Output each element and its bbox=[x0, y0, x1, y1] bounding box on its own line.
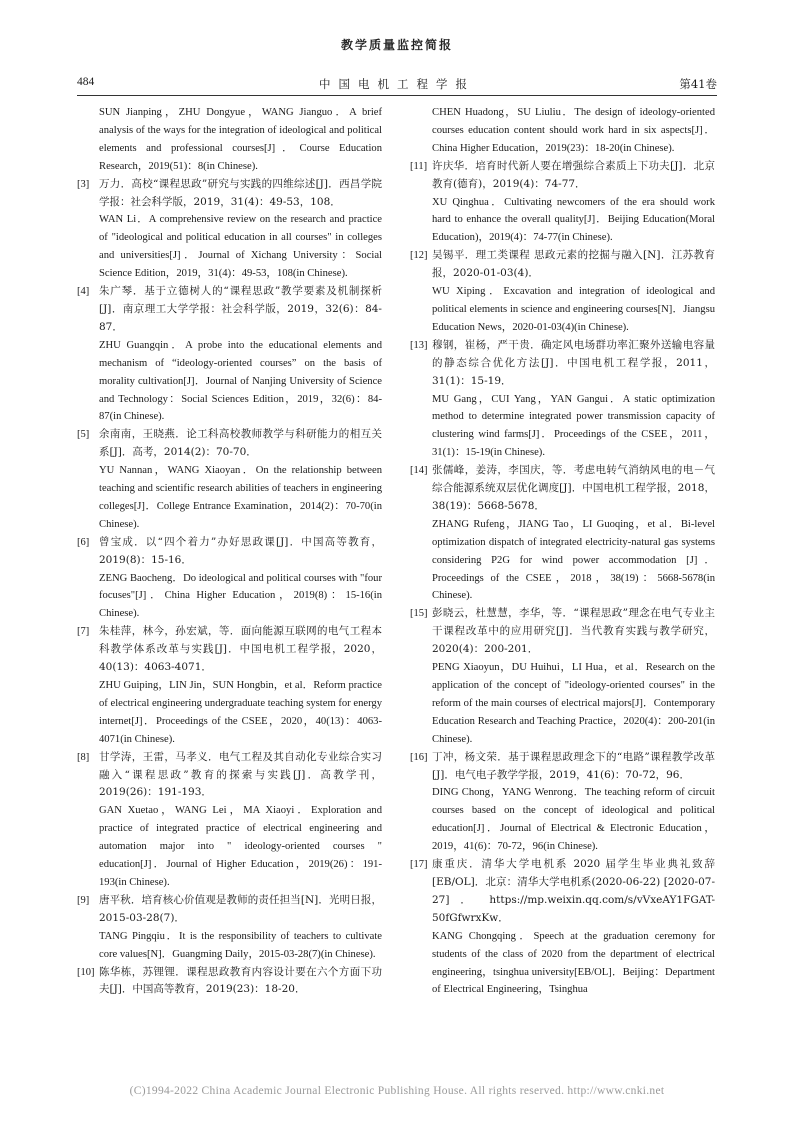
reference-text-english: ZHU Guangqin．A probe into the educational elements and mechanism of “ideology-oriented courses” on the basis of morality cultivation[J]．Journal of Nanjing University of Science and Technology：Social Sciences Edition，2019，32(6)：84-87(in Chinese). bbox=[99, 339, 382, 423]
reference-text-english: WU Xiping．Excavation and integration of ideological and political elements in science and engineering courses[N]．Jiangsu Education News，2020-01-03(4)(in Chinese). bbox=[432, 286, 715, 333]
reference-number: [13] bbox=[410, 339, 428, 351]
reference-entry bbox=[77, 426, 382, 533]
reference-text-chinese: 彭晓云，杜慧慧，李华，等．“课程思政”理念在电气专业主干课程改革中的应用研究[J]．当代教育实践与教学研究，2020(4)：200-201． bbox=[432, 607, 715, 656]
reference-entry bbox=[410, 856, 715, 999]
reference-entry bbox=[77, 104, 382, 176]
reference-text-chinese: 甘学涛，王雷，马孝义．电气工程及其自动化专业综合实习融入“课程思政”教育的探索与实践[J]．高教学刊，2019(26)：191-193． bbox=[99, 750, 382, 799]
reference-text-english: TANG Pingqiu．It is the responsibility of teachers to cultivate core values[N]．Guangming Daily，2015-03-28(7)(in Chinese). bbox=[99, 930, 382, 960]
reference-text-english: YU Nannan，WANG Xiaoyan．On the relationship between teaching and scientific research abilities of teachers in engineering colleges[J]．College Entrance Examination，2014(2)：70-70(in Chinese). bbox=[99, 465, 382, 530]
reference-text-english: CHEN Huadong，SU Liuliu．The design of ideology-oriented courses education content should work hard in six aspects[J]．China Higher Education，2019(23)：18-20(in Chinese). bbox=[432, 107, 715, 154]
reference-text-english: DING Chong，YANG Wenrong．The teaching reform of circuit courses based on the concept of ideological and political education[J]．Journal of Electrical & Electronic Education，2019，41(6)：70-72，96(in Chinese). bbox=[432, 787, 715, 853]
reference-text-english: WAN Li．A comprehensive review on the research and practice of "ideological and political education in all courses" in colleges and universities[J]．Journal of Xichang University：Social Science Edition，2019，31(4)：49-53，108(in Chinese). bbox=[99, 214, 382, 280]
left-reference-column bbox=[77, 104, 382, 999]
page-number: 484 bbox=[77, 76, 95, 88]
reference-number: [6] bbox=[77, 536, 90, 548]
reference-entry bbox=[410, 247, 715, 337]
reference-number: [9] bbox=[77, 894, 90, 906]
reference-number: [5] bbox=[77, 429, 90, 441]
reference-number: [12] bbox=[410, 250, 428, 262]
journal-title: 中国电机工程学报 bbox=[319, 77, 475, 91]
reference-text-chinese: 曾宝成．以“四个着力”办好思政课[J]．中国高等教育，2019(8)：15-16． bbox=[99, 535, 382, 566]
reference-number: [17] bbox=[410, 859, 428, 871]
reference-text-english: SUN Jianping，ZHU Dongyue，WANG Jianguo．A brief analysis of the ways for the integration of ideological and political elements and professional courses[J]．Course Education Research，2019(51)：8(in Chinese). bbox=[99, 107, 382, 172]
right-reference-column bbox=[410, 104, 715, 999]
reference-text-chinese: 张儒峰，姜涛，李国庆，等．考虑电转气消纳风电的电－气综合能源系统双层优化调度[J]．中国电机工程学报，2018，38(19)：5668-5678． bbox=[432, 464, 715, 512]
reference-number: [14] bbox=[410, 465, 428, 477]
reference-number: [15] bbox=[410, 608, 428, 620]
reference-entry bbox=[77, 623, 382, 748]
reference-entry bbox=[410, 337, 715, 462]
reference-number: [11] bbox=[410, 160, 428, 172]
reference-entry bbox=[77, 892, 382, 964]
watermark-label: 教学质量监控简报 bbox=[340, 38, 453, 52]
reference-entry bbox=[77, 283, 382, 426]
reference-entry bbox=[77, 176, 382, 283]
reference-number: [7] bbox=[77, 626, 90, 638]
reference-entry bbox=[410, 749, 715, 856]
reference-text-chinese: 朱桂萍，林今，孙宏斌，等．面向能源互联网的电气工程本科教学体系改革与实践[J]．中国电机工程学报，2020，40(13)：4063-4071． bbox=[99, 625, 382, 674]
reference-text-chinese: 穆钢，崔杨，严干贵．确定风电场群功率汇聚外送输电容量的静态综合优化方法[J]．中国电机工程学报，2011，31(1)：15-19． bbox=[432, 338, 715, 387]
reference-text-chinese: 吴锡平．理工类课程 思政元素的挖掘与融入[N]．江苏教育报，2020-01-03(4)． bbox=[432, 249, 715, 280]
reference-entry bbox=[410, 158, 715, 248]
reference-text-chinese: 朱广琴．基于立德树人的“课程思政”教学要素及机制探析[J]．南京理工大学学报：社会科学版，2019，32(6)：84-87． bbox=[99, 285, 382, 333]
reference-entry bbox=[77, 534, 382, 624]
reference-entry bbox=[410, 605, 715, 748]
reference-number: [3] bbox=[77, 178, 90, 190]
reference-text-english: MU Gang，CUI Yang，YAN Gangui．A static optimization method to determine integrated power transmission capacity of clustering wind farms[J]．Proceedings of the CSEE，2011，31(1)：15-19(in Chinese). bbox=[432, 393, 715, 459]
reference-entry bbox=[77, 749, 382, 892]
reference-text-chinese: 唐平秋．培育核心价值观是教师的责任担当[N]．光明日报，2015-03-28(7)． bbox=[99, 893, 382, 924]
reference-number: [8] bbox=[77, 751, 90, 763]
header-rule bbox=[77, 95, 717, 96]
reference-text-chinese: 陈华栋，苏锂锂．课程思政教育内容设计要在六个方面下功夫[J]．中国高等教育，2019(23)：18-20． bbox=[99, 965, 382, 996]
reference-text-chinese: 余南南，王晓燕．论工科高校教师教学与科研能力的相互关系[J]．高考，2014(2)：70-70． bbox=[99, 428, 382, 459]
reference-text-english: ZHANG Rufeng，JIANG Tao，LI Guoqing，et al．Bi-level optimization dispatch of integrated electricity-natural gas systems considering P2G for wind power accommodation [J]．Proceedings of the CSEE，2018，38(19)：5668-5678(in Chinese). bbox=[432, 518, 715, 602]
reference-number: [4] bbox=[77, 286, 90, 298]
reference-number: [10] bbox=[77, 966, 95, 978]
reference-text-english: ZENG Baocheng．Do ideological and political courses with "four focuses"[J]．China Higher Education，2019(8)：15-16(in Chinese). bbox=[99, 572, 382, 620]
reference-text-english: PENG Xiaoyun，DU Huihui，LI Hua，et al．Research on the application of the concept of "ideology-oriented courses" in the reform of the main courses of electrical majors[J]．Contemporary Education Research and Teaching Practice，2020(4)：200-201(in Chinese). bbox=[432, 662, 715, 745]
page-header bbox=[77, 76, 717, 92]
reference-entry bbox=[410, 104, 715, 158]
reference-entry bbox=[77, 964, 382, 1000]
reference-text-english: ZHU Guiping，LIN Jin，SUN Hongbin，et al．Reform practice of electrical engineering undergraduate teaching system for energy internet[J]．Proceedings of the CSEE，2020，40(13)：4063-4071(in Chinese). bbox=[99, 680, 382, 745]
reference-text-english: GAN Xuetao，WANG Lei，MA Xiaoyi．Exploration and practice of integrated practice of electrical engineering and automation major into " ideology-oriented courses " education[J]．Journal of Higher Education，2019(26)：191-193(in Chinese). bbox=[99, 805, 382, 888]
reference-text-chinese: 许庆华．培育时代新人要在增强综合素质上下功夫[J]．北京教育(德育)，2019(4)：74-77． bbox=[432, 159, 715, 190]
reference-text-chinese: 万力．高校“课程思政”研究与实践的四维综述[J]．西昌学院学报：社会科学版，2019，31(4)：49-53，108． bbox=[99, 177, 382, 208]
volume-label: 第41卷 bbox=[679, 77, 717, 91]
reference-text-chinese: 丁冲，杨文荣．基于课程思政理念下的“电路”课程教学改革[J]．电气电子教学学报，2019，41(6)：70-72，96． bbox=[432, 750, 715, 781]
reference-text-english: KANG Chongqing．Speech at the graduation ceremony for students of the class of 2020 from the department of electrical engineering，tsinghua university[EB/OL]．Beijing：Department of Electrical Engineering，Tsinghua bbox=[432, 930, 715, 996]
reference-text-chinese: 康重庆．清华大学电机系 2020 届学生毕业典礼致辞[EB/OL]．北京：清华大学电机系(2020-06-22) [2020-07-27] ． https://mp.weixin.qq.com/s/vVxeAY1FGAT-50fGfwrxKw． bbox=[432, 858, 715, 924]
reference-entry bbox=[410, 462, 715, 605]
reference-text-english: XU Qinghua．Cultivating newcomers of the era should work hard to enhance the overall quality[J]．Beijing Education(Moral Education)，2019(4)：74-77(in Chinese). bbox=[432, 196, 715, 244]
reference-number: [16] bbox=[410, 751, 428, 763]
copyright-footer: (C)1994-2022 China Academic Journal Electronic Publishing House. All rights reserved. http://www.cnki.net bbox=[129, 1085, 665, 1097]
